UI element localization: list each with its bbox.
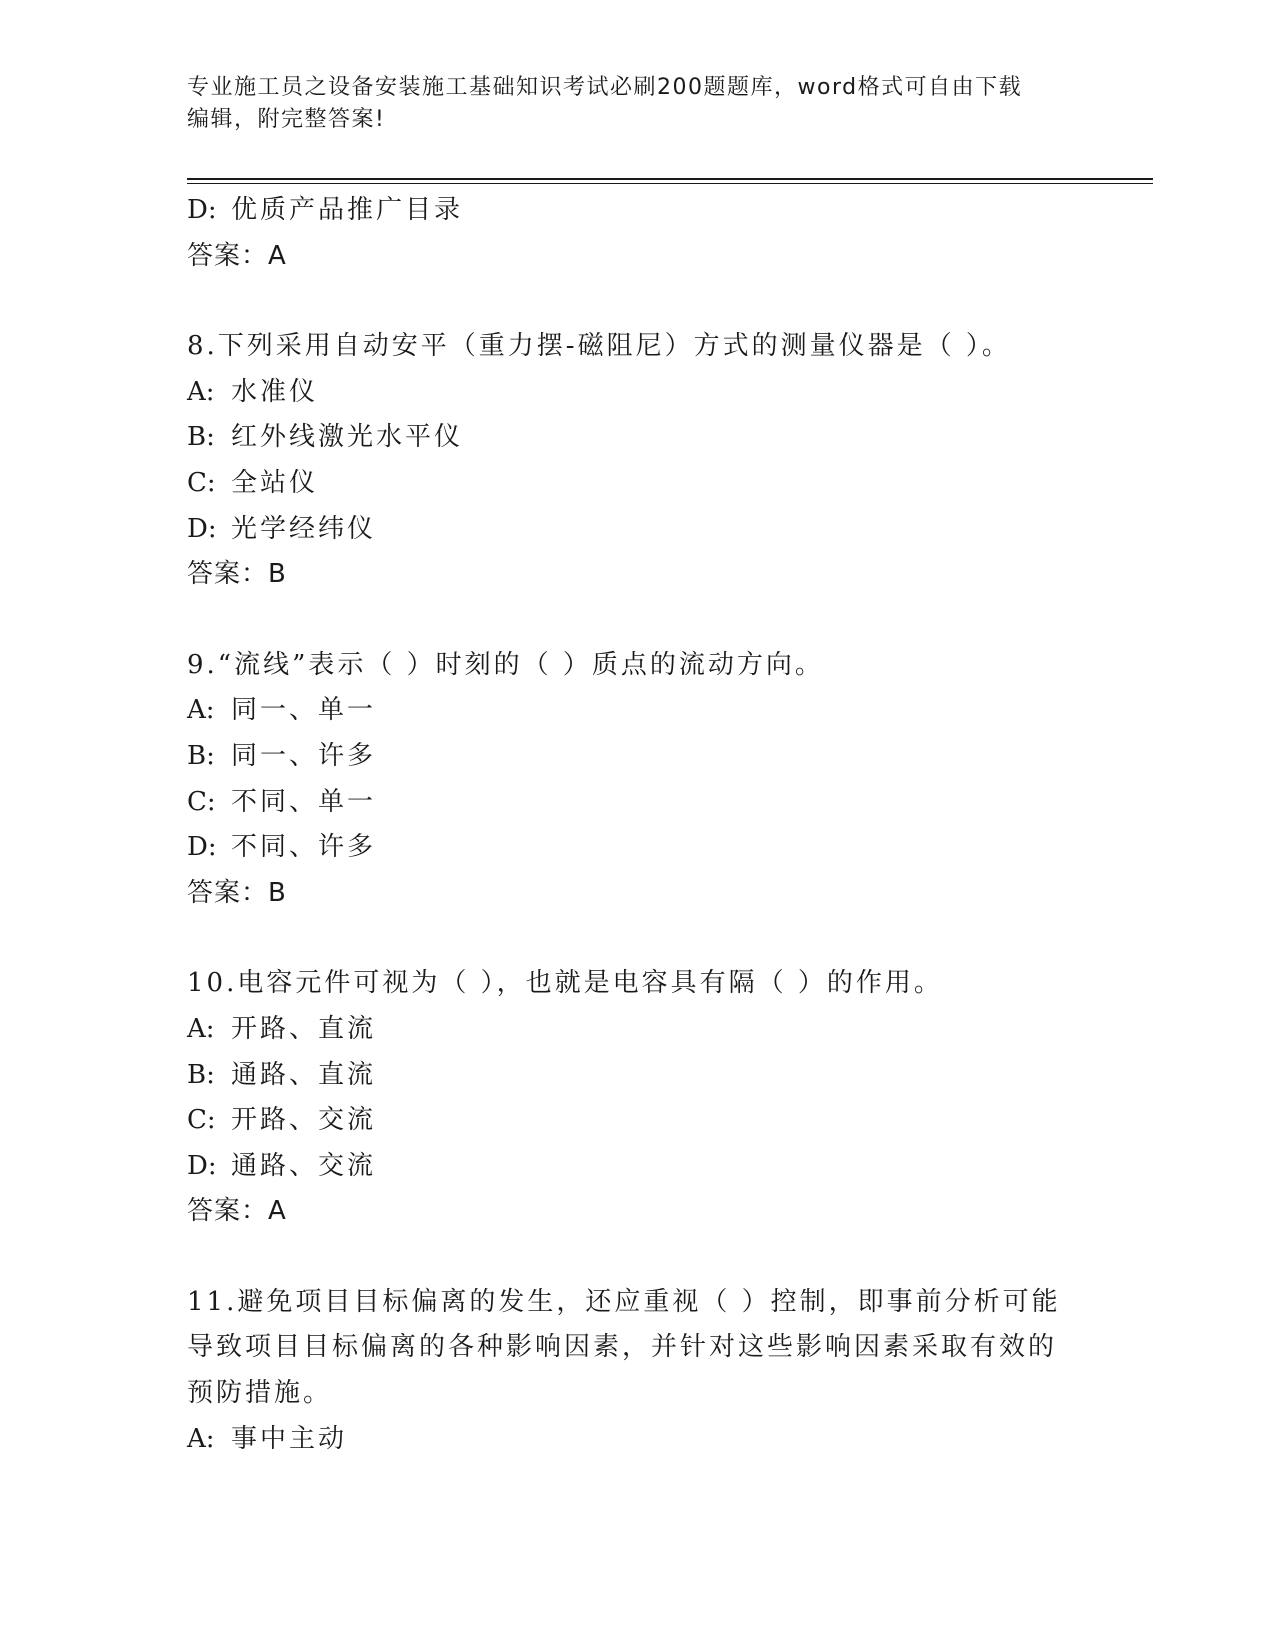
question-stem: 9.“流线”表示（ ）时刻的（ ）质点的流动方向。 <box>187 649 824 680</box>
header-rule-thick <box>187 178 1153 180</box>
option-b: B: 红外线激光水平仪 <box>187 422 464 453</box>
option-d: D: 优质产品推广目录 <box>187 195 464 225</box>
option-d: D: 不同、许多 <box>187 832 377 863</box>
question-9 <box>187 643 1087 917</box>
document-header <box>187 72 1087 136</box>
question-10 <box>187 961 1087 1235</box>
answer-line: 答案：A <box>187 240 287 271</box>
option-a: A: 同一、单一 <box>187 695 377 726</box>
option-d: D: 光学经纬仪 <box>187 513 377 544</box>
option-c: C: 不同、单一 <box>187 786 377 817</box>
header-title-line-1: 专业施工员之设备安装施工基础知识考试必刷200题题库，word格式可自由下载 <box>187 75 1023 100</box>
question-stem-line-1: 11.避免项目目标偏离的发生，还应重视（ ）控制，即事前分析可能 <box>187 1286 1061 1317</box>
header-title-line-2: 编辑，附完整答案! <box>187 107 386 132</box>
header-rule-thin <box>187 183 1153 184</box>
option-a: A: 水准仪 <box>187 376 319 407</box>
answer-line: 答案：B <box>187 877 287 908</box>
option-b: B: 通路、直流 <box>187 1059 377 1090</box>
option-d: D: 通路、交流 <box>187 1150 377 1181</box>
question-11 <box>187 1280 1087 1462</box>
option-a: A: 开路、直流 <box>187 1013 377 1044</box>
question-stem-line-3: 预防措施。 <box>187 1378 333 1409</box>
option-c: C: 开路、交流 <box>187 1105 377 1136</box>
answer-line: 答案：A <box>187 1196 287 1227</box>
question-list <box>187 188 1087 1462</box>
option-a: A: 事中主动 <box>187 1423 348 1454</box>
question-stem: 8.下列采用自动安平（重力摆-磁阻尼）方式的测量仪器是（ ）。 <box>187 331 1011 362</box>
option-b: B: 同一、许多 <box>187 740 377 771</box>
question-stem: 10.电容元件可视为（ ），也就是电容具有隔（ ）的作用。 <box>187 968 943 999</box>
option-c: C: 全站仪 <box>187 467 319 498</box>
question-stem-line-2: 导致项目目标偏离的各种影响因素，并针对这些影响因素采取有效的 <box>187 1332 1058 1363</box>
question-8 <box>187 324 1087 598</box>
answer-line: 答案：B <box>187 559 287 590</box>
